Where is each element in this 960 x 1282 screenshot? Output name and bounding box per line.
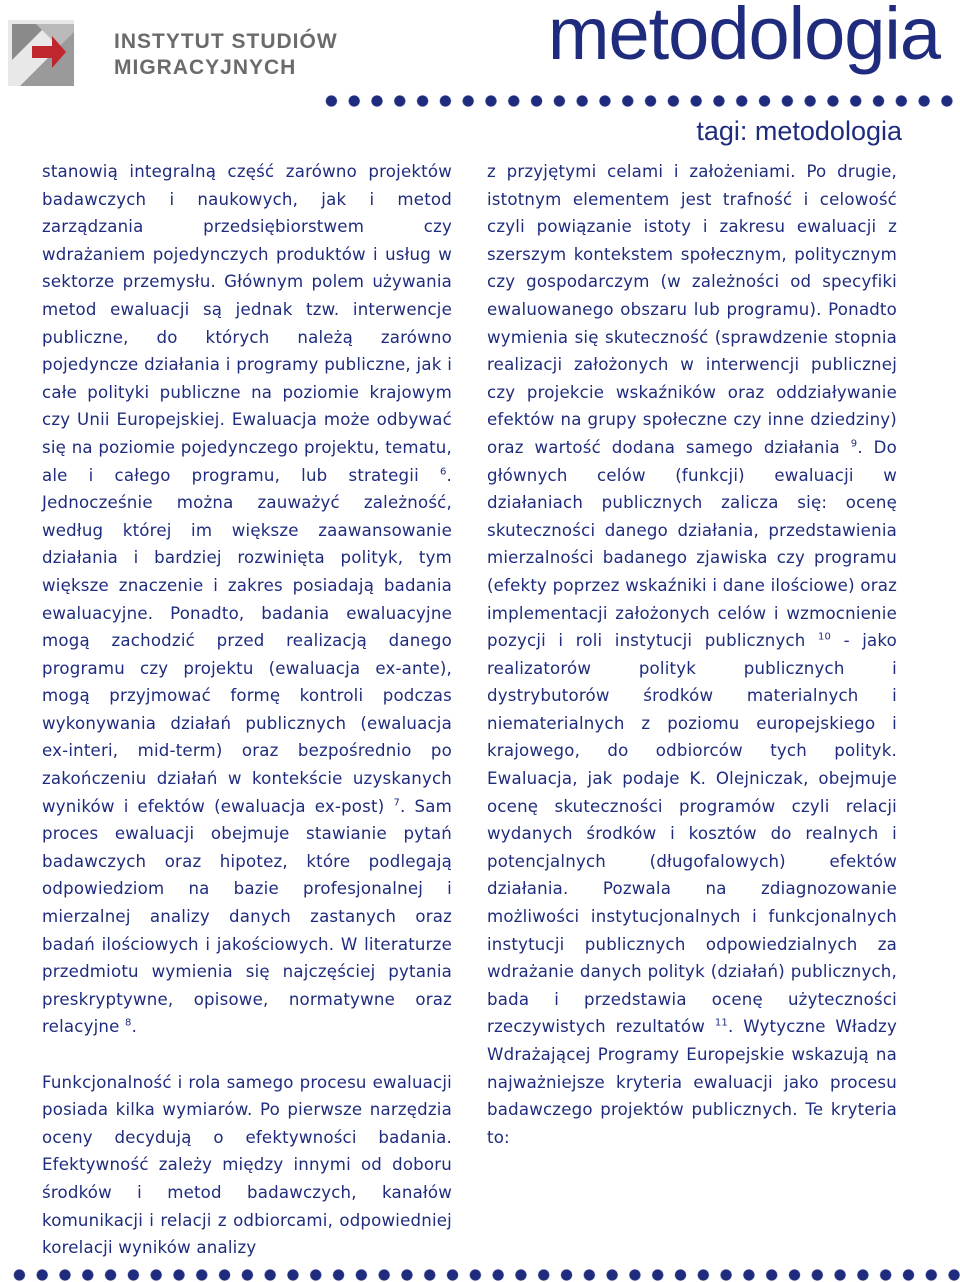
logo-mark-icon [8, 16, 78, 88]
footnote-ref[interactable]: 7 [393, 797, 400, 809]
section-title: metodologia [547, 0, 940, 75]
left-column [42, 158, 452, 1262]
footnote-ref[interactable]: 10 [818, 631, 832, 643]
institute-logo [8, 16, 338, 92]
footnote-ref[interactable]: 9 [850, 438, 858, 450]
dotted-divider-top [320, 94, 960, 108]
paragraph: stanowią integralną część zarówno projektów badawczych i naukowych, jak i metod zarządzania przedsiębiorstwem czy wdrażaniem pojedynczych produktów i usług w sektorze przemysłu. Głównym polem używania metod ewaluacji są jednak tzw. interwencje publiczne, do których należą zarówno pojedyncze działania i programy publiczne, jak i całe polityki publiczne na poziomie krajowym czy Unii Europejskiej. Ewaluacja może odbywać się na poziomie pojedynczego projektu, tematu, ale i całego programu, lub strategii $^6$. Jednocześnie można zauważyć zależność, według której im większe zaawansowanie działania i bardziej rozwinięta polityk, tym większe znaczenie i zakres posiadają badania ewaluacyjne. Ponadto, badania ewaluacyjne mogą zachodzić przed realizacją danego programu czy projektu (ewaluacja ex-ante), mogą przyjmować formę kontroli podczas wykonywania działań publicznych (ewaluacja ex-interi, mid-term) oraz bezpośrednio po zakończeniu działań w kontekście uzyskanych wyników i efektów (ewaluacja ex-post) $^7$. Sam proces ewaluacji obejmuje stawianie pytań badawczych oraz hipotez, które podlegają odpowiedziom na bazie profesjonalnej i mierzalnej analizy danych zastanych oraz badań ilościowych i jakościowych. W literaturze przedmiotu wymienia się najczęściej pytania preskryptywne, opisowe, normatywne oraz relacyjne $^8$. [42, 162, 452, 1037]
footnote-ref[interactable]: 6 [439, 466, 447, 477]
footnote-ref[interactable]: 11 [714, 1017, 728, 1029]
paragraph: z przyjętymi celami i założeniami. Po drugie, istotnym elementem jest trafność i celowość czyli powiązanie istoty i zakresu ewaluacji z szerszym kontekstem społecznym, politycznym czy gospodarczym (w zależności od specyfiki ewaluowanego obszaru lub programu). Ponadto wymienia się skuteczność (sprawdzenie stopnia realizacji założonych w interwencji publicznej czy projekcie wskaźników oraz oddziaływanie efektów na grupy społeczne czy inne dziedziny) oraz wartość dodana samego działania $^9$. Do głównych celów (funkcji) ewaluacji w działaniach publicznych zalicza się: ocenę skuteczności danego działania, przedstawienia mierzalności badanego zjawiska czy programu (efekty poprzez wskaźniki i dane ilościowe) oraz implementacji założonych celów i wzmocnienie pozycji i roli instytucji publicznych $^{10}$ - jako realizatorów polityk publicznych i dystrybutorów środków materialnych i niematerialnych z poziomu europejskiego i krajowego, do odbiorców tych polityk. Ewaluacja, jak podaje K. Olejniczak, obejmuje ocenę skuteczności programów czyli relacji wydanych środków i kosztów do realnych i potencjalnych (długofalowych) efektów działania. Pozwala na zdiagnozowanie możliwości instytucjonalnych i funkcjonalnych instytucji publicznych odpowiedzialnych za wdrażanie danych polityk (działań) publicznych, bada i przedstawia ocenę użyteczności rzeczywistych rezultatów $^{11}$. Wytyczne Władzy Wdrażającej Programy Europejskie wskazują na najważniejsze kryteria ewaluacji jako procesu badawczego projektów publicznych. Te kryteria to: [487, 162, 897, 1147]
paragraph: Funkcjonalność i rola samego procesu ewaluacji posiada kilka wymiarów. Po pierwsze narzędzia oceny decydują o efektywności badania. Efektywność zależy między innymi od doboru środków i metod badawczych, kanałów komunikacji i relacji z odbiorcami, odpowiedniej korelacji wyników analizy [42, 1072, 452, 1258]
logo-text-line1: INSTYTUT STUDIÓW [114, 30, 338, 53]
footnote-ref[interactable]: 8 [125, 1017, 132, 1029]
right-column [487, 158, 897, 1151]
tags-link[interactable]: tagi: metodologia [696, 116, 902, 146]
dotted-divider-bottom [8, 1268, 960, 1282]
logo-text-line2: MIGRACYJNYCH [114, 56, 297, 79]
